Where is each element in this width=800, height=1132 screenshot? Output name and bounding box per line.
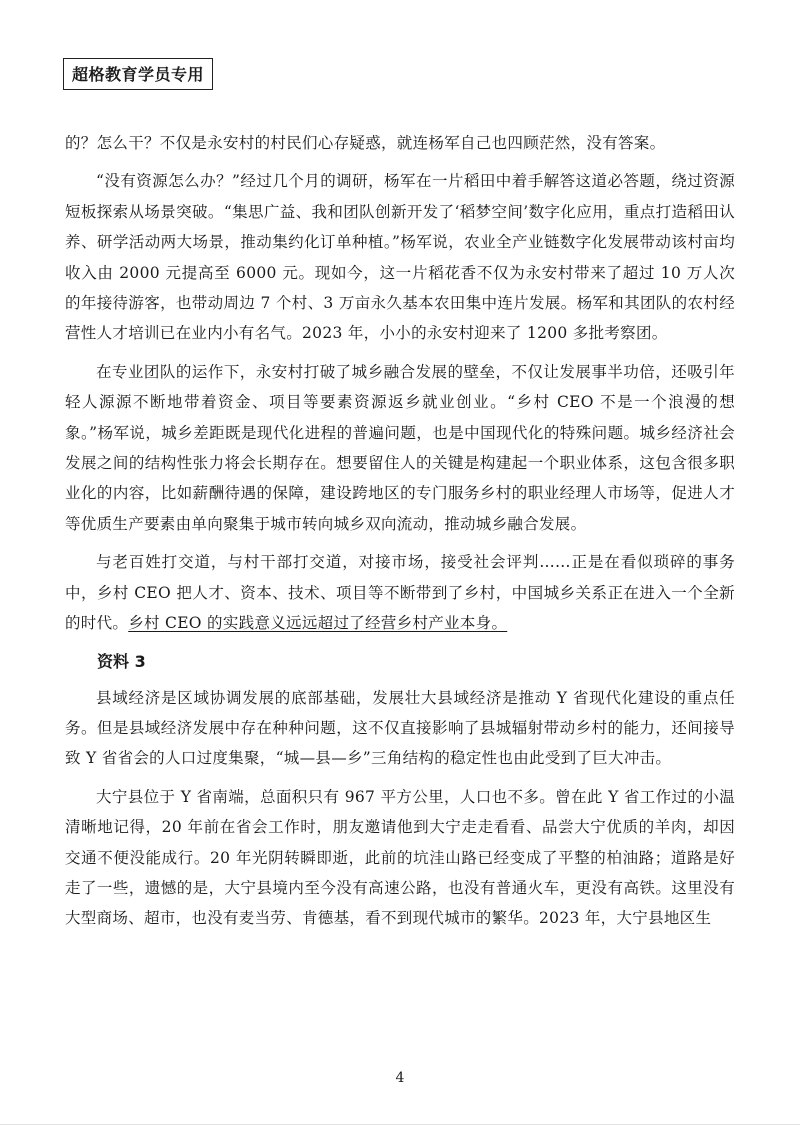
paragraph: “没有资源怎么办？”经过几个月的调研，杨军在一片稻田中着手解答这道必答题，绕过资源短板探索从场景突破。“集思广益、我和团队创新开发了‘稻梦空间’数字化应用，重点打造稻田认养、研学活动两大场景，推动集约化订单种植。”杨军说，农业全产业链数字化发展带动该村亩均收入由 2000 元提高至 6000 元。现如今，这一片稻花香不仅为永安村带来了超过 10 万人次的年接待游客，也带动周边 7 个村、3 万亩永久基本农田集中连片发展。杨军和其团队的农村经营性人才培训已在业内小有名气。2023 年，小小的永安村迎来了 1200 多批考察团。 (65, 172, 735, 343)
paragraph: 的？怎么干？不仅是永安村的村民们心存疑惑，就连杨军自己也四顾茫然，没有答案。 (65, 134, 666, 152)
watermark-stamp: 超格教育学员专用 (63, 58, 213, 90)
paragraph (65, 547, 735, 638)
paragraph: 在专业团队的运作下，永安村打破了城乡融合发展的壁垒，不仅让发展事半功倍，还吸引年轻人源源不断地带着资金、项目等要素资源返乡就业创业。“乡村 CEO 不是一个浪漫的想象。”杨军说，城乡差距既是现代化进程的普遍问题，也是中国现代化的特殊问题。城乡经济社会发展之间的结构性张力将会长期存在。想要留住人的关键是构建起一个职业体系，这包含很多职业化的内容，比如薪酬待遇的保障，建设跨地区的专门服务乡村的职业经理人市场等，促进人才等优质生产要素由单向聚集于城市转向城乡双向流动，推动城乡融合发展。 (65, 362, 735, 533)
underlined-sentence: 乡村 CEO 的实践意义远远超过了经营乡村产业本身。 (128, 614, 508, 633)
scan-edge-divider (0, 1124, 800, 1125)
section-heading: 资料 3 (97, 651, 146, 671)
paragraph: 大宁县位于 Y 省南端，总面积只有 967 平方公里，人口也不多。曾在此 Y 省工作过的小温清晰地记得，20 年前在省会工作时，朋友邀请他到大宁走走看看、品尝大宁优质的羊肉，却因交通不便没能成行。20 年光阴转瞬即逝，此前的坑洼山路已经变成了平整的柏油路；道路是好走了一些，遗憾的是，大宁县境内至今没有高速公路，也没有普通火车，更没有高铁。这里没有大型商场、超市，也没有麦当劳、肯德基，看不到现代城市的繁华。2023 年，大宁县地区生 (65, 787, 735, 928)
page-number: 4 (395, 1070, 405, 1086)
paragraph: 县域经济是区域协调发展的底部基础，发展壮大县域经济是推动 Y 省现代化建设的重点任务。但是县域经济发展中存在种种问题，这不仅直接影响了县城辐射带动乡村的能力，还间接导致 Y 省省会的人口过度集聚，“城—县—乡”三角结构的稳定性也由此受到了巨大冲击。 (65, 688, 735, 768)
paragraph-text: 与老百姓打交道，与村干部打交道，对接市场，接受社会评判……正是在看似琐碎的事务中，乡村 CEO 把人才、资本、技术、项目等不断带到了乡村，中国城乡关系正在进入一个全新的时代。 (65, 553, 735, 633)
body-text (65, 128, 735, 942)
